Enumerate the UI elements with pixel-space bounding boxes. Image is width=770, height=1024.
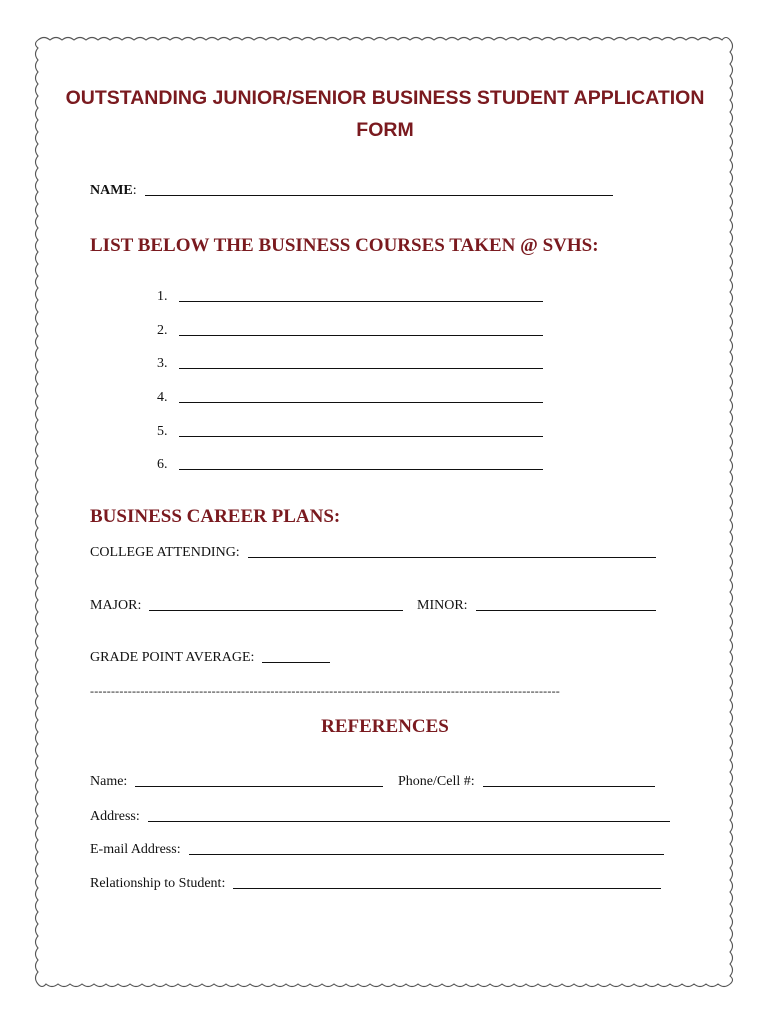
- reference-phone-label: Phone/Cell #:: [398, 774, 475, 789]
- reference-address-label: Address:: [90, 809, 140, 824]
- minor-input-line[interactable]: [476, 610, 656, 611]
- reference-name-label: Name:: [90, 774, 128, 789]
- minor-label: MINOR:: [417, 598, 468, 613]
- reference-relationship-field: [90, 876, 661, 892]
- reference-relationship-input-line[interactable]: [233, 888, 661, 889]
- course-input-line[interactable]: [179, 368, 543, 369]
- minor-field: [417, 598, 656, 614]
- course-input-line[interactable]: [179, 335, 543, 336]
- form-title-line1: OUTSTANDING JUNIOR/SENIOR BUSINESS STUDENT APPLICATION: [65, 87, 705, 109]
- gpa-label: GRADE POINT AVERAGE:: [90, 650, 255, 665]
- reference-phone-field: [398, 774, 655, 790]
- course-line: [157, 356, 543, 372]
- course-line: [157, 289, 543, 305]
- college-attending-label: COLLEGE ATTENDING:: [90, 545, 240, 560]
- course-line: [157, 390, 543, 406]
- course-line: [157, 323, 543, 339]
- references-heading: REFERENCES: [321, 716, 449, 737]
- course-line: [157, 457, 543, 473]
- student-name-input-line[interactable]: [145, 195, 613, 196]
- reference-name-input-line[interactable]: [135, 786, 383, 787]
- gpa-field: [90, 650, 330, 666]
- college-attending-field: [90, 545, 656, 561]
- reference-address-field: [90, 809, 670, 825]
- course-number: 2.: [157, 323, 168, 338]
- course-number: 4.: [157, 390, 168, 405]
- course-number: 6.: [157, 457, 168, 472]
- career-plans-heading: BUSINESS CAREER PLANS:: [90, 506, 341, 527]
- course-line: [157, 424, 543, 440]
- course-input-line[interactable]: [179, 469, 543, 470]
- course-number: 3.: [157, 356, 168, 371]
- major-label: MAJOR:: [90, 598, 142, 613]
- student-name-colon: :: [132, 183, 137, 198]
- form-title-line2: FORM: [356, 119, 414, 141]
- reference-email-label: E-mail Address:: [90, 842, 181, 857]
- course-input-line[interactable]: [179, 402, 543, 403]
- reference-email-field: [90, 842, 664, 858]
- reference-name-field: [90, 774, 383, 790]
- course-number: 1.: [157, 289, 168, 304]
- course-number: 5.: [157, 424, 168, 439]
- form-title: [60, 82, 710, 146]
- course-input-line[interactable]: [179, 301, 543, 302]
- student-name-field: [90, 183, 613, 199]
- major-input-line[interactable]: [149, 610, 403, 611]
- section-separator: ----------------------------------------------------------------------------------------------------------------: [90, 684, 560, 698]
- course-input-line[interactable]: [179, 436, 543, 437]
- student-name-label: NAME: [90, 183, 133, 198]
- major-field: [90, 598, 403, 614]
- courses-heading: LIST BELOW THE BUSINESS COURSES TAKEN @ SVHS:: [90, 235, 599, 256]
- college-attending-input-line[interactable]: [248, 557, 656, 558]
- reference-email-input-line[interactable]: [189, 854, 664, 855]
- reference-relationship-label: Relationship to Student:: [90, 876, 226, 891]
- reference-phone-input-line[interactable]: [483, 786, 655, 787]
- reference-address-input-line[interactable]: [148, 821, 670, 822]
- gpa-input-line[interactable]: [262, 662, 330, 663]
